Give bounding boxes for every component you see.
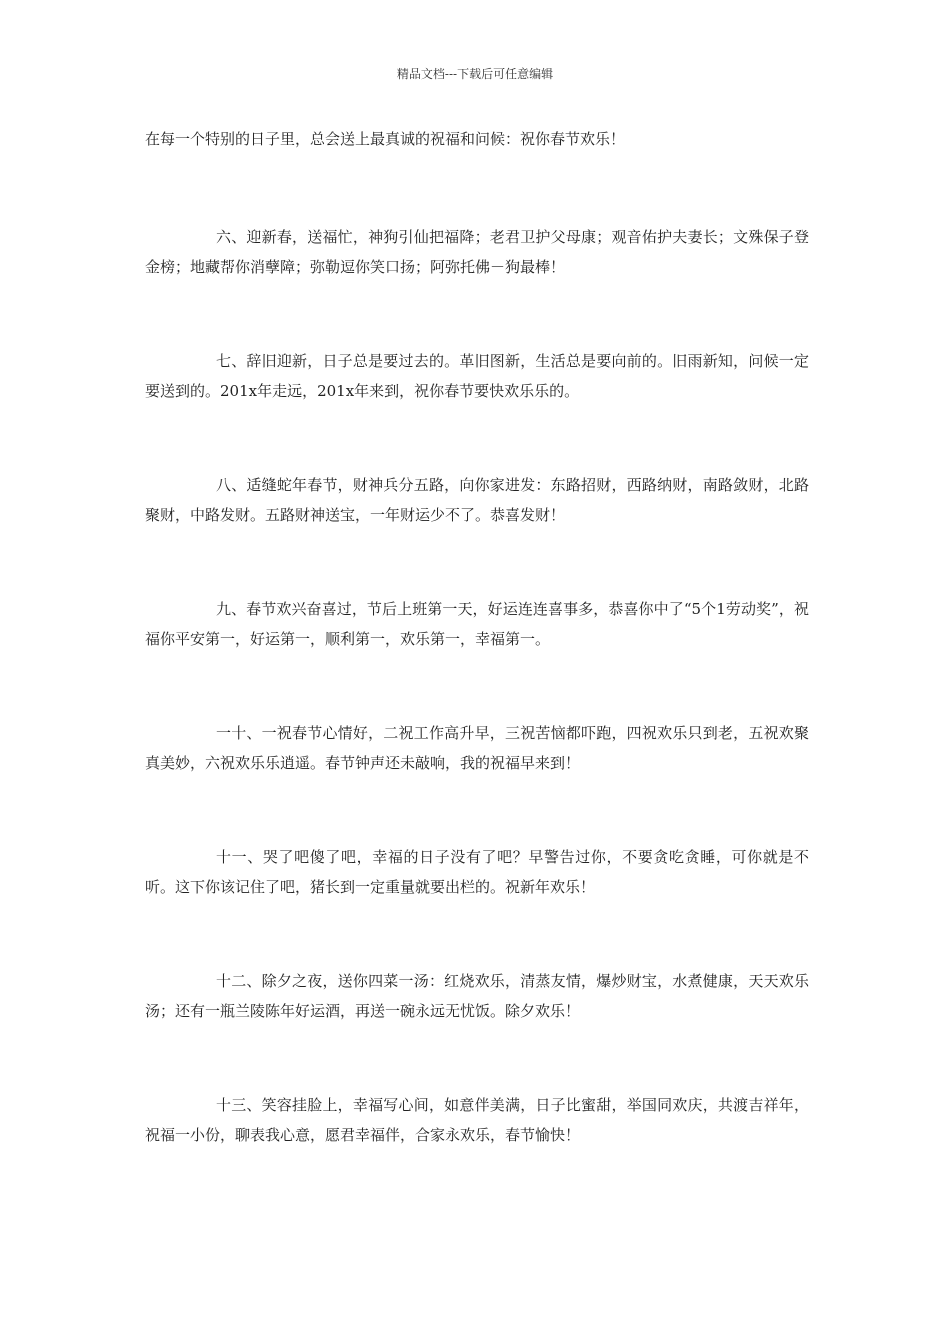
paragraph-intro: 在每一个特别的日子里，总会送上最真诚的祝福和问候：祝你春节欢乐！: [145, 130, 626, 148]
paragraph-13: 十三、笑容挂脸上，幸福写心间，如意伴美满，日子比蜜甜，举国同欢庆，共渡吉祥年，祝福一小份，聊表我心意，愿君幸福伴，合家永欢乐，春节愉快！: [145, 1096, 809, 1144]
paragraph-12: 十二、除夕之夜，送你四菜一汤：红烧欢乐，清蒸友情，爆炒财宝，水煮健康，天天欢乐汤；还有一瓶兰陵陈年好运酒，再送一碗永远无忧饭。除夕欢乐！: [145, 972, 809, 1020]
page-header: 精品文档---下载后可任意编辑: [396, 67, 554, 81]
paragraph-11: 十一、哭了吧傻了吧，幸福的日子没有了吧？早警告过你，不要贪吃贪睡，可你就是不听。这下你该记住了吧，猪长到一定重量就要出栏的。祝新年欢乐！: [145, 848, 809, 896]
paragraph-9: 九、春节欢兴奋喜过，节后上班第一天，好运连连喜事多，恭喜你中了“5个1劳动奖”，祝福你平安第一，好运第一，顺利第一，欢乐第一，幸福第一。: [145, 600, 809, 648]
paragraph-6: 六、迎新春，送福忙，神狗引仙把福降；老君卫护父母康；观音佑护夫妻长；文殊保子登金榜；地藏帮你消孽障；弥勒逗你笑口扬；阿弥托佛－狗最棒！: [145, 228, 809, 276]
paragraph-7: 七、辞旧迎新，日子总是要过去的。革旧图新，生活总是要向前的。旧雨新知，问候一定要送到的。201x年走远，201x年来到，祝你春节要快欢乐乐的。: [145, 352, 809, 400]
paragraph-8: 八、适缝蛇年春节，财神兵分五路，向你家进发：东路招财，西路纳财，南路敛财，北路聚财，中路发财。五路财神送宝，一年财运少不了。恭喜发财！: [145, 476, 809, 524]
paragraph-10: 一十、一祝春节心情好，二祝工作高升早，三祝苦恼都吓跑，四祝欢乐只到老，五祝欢聚真美妙，六祝欢乐乐逍遥。春节钟声还未敲响，我的祝福早来到！: [145, 724, 809, 772]
